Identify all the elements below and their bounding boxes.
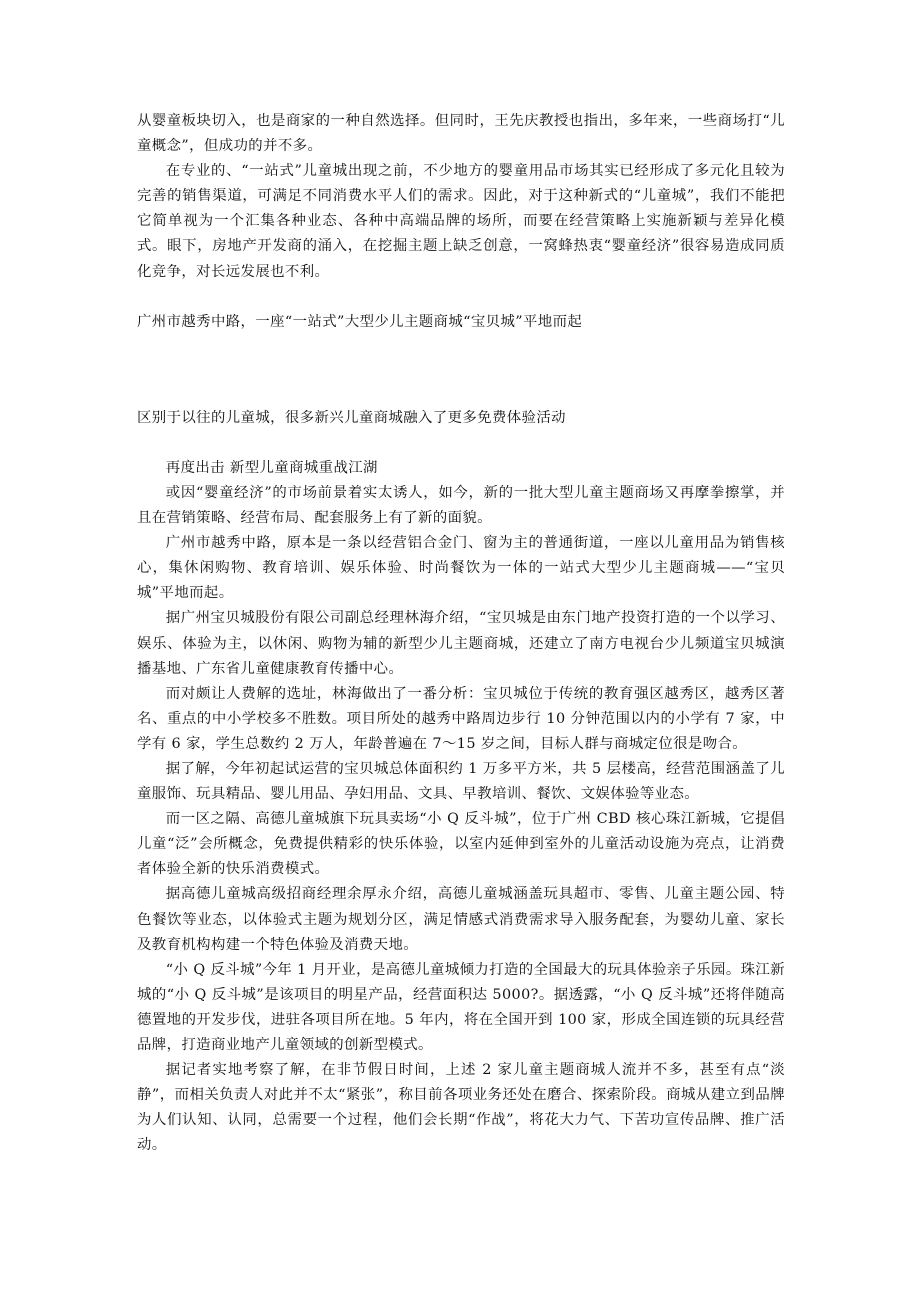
paragraph: 而一区之隔、高德儿童城旗下玩具卖场“小 Q 反斗城”，位于广州 CBD 核心珠江新城，它提倡儿童“泛”会所概念，免费提供精彩的快乐体验，以室内延伸到室外的儿童活动设施为亮点，让消费者体验全新的快乐消费模式。 (137, 811, 785, 878)
paragraph: 或因“婴童经济”的市场前景着实太诱人，如今，新的一批大型儿童主题商场又再摩拳擦掌，并且在营销策略、经营布局、配套服务上有了新的面貌。 (137, 484, 785, 527)
image-caption: 区别于以往的儿童城，很多新兴儿童商城融入了更多免费体验活动 (137, 409, 566, 426)
image-caption: 广州市越秀中路，一座“一站式”大型少儿主题商城“宝贝城”平地而起 (137, 313, 583, 330)
paragraph: 在专业的、“一站式”儿童城出现之前，不少地方的婴童用品市场其实已经形成了多元化且较为完善的销售渠道，可满足不同消费水平人们的需求。因此，对于这种新式的“儿童城”，我们不能把它简单视为一个汇集各种业态、各种中高端品牌的场所，而要在经营策略上实施新颖与差异化模式。眼下，房地产开发商的涌入，在挖掘主题上缺乏创意，一窝蜂热衷“婴童经济”很容易造成同质化竞争，对长远发展也不利。 (137, 163, 785, 280)
paragraph: 据广州宝贝城股份有限公司副总经理林海介绍，“宝贝城是由东门地产投资打造的一个以学习、娱乐、体验为主，以休闲、购物为辅的新型少儿主题商城，还建立了南方电视台少儿频道宝贝城演播基地、广东省儿童健康教育传播中心。 (137, 610, 785, 677)
paragraph: 广州市越秀中路，原本是一条以经营铝合金门、窗为主的普通街道，一座以儿童用品为销售核心，集休闲购物、教育培训、娱乐体验、时尚餐饮为一体的一站式大型少儿主题商城——“宝贝城”平地而起。 (137, 535, 785, 602)
paragraph: 从婴童板块切入，也是商家的一种自然选择。但同时，王先庆教授也指出，多年来，一些商场打“儿童概念”，但成功的并不多。 (137, 113, 785, 155)
section-heading: 再度出击 新型儿童商城重战江湖 (165, 459, 378, 476)
paragraph: 而对颇让人费解的选址，林海做出了一番分析：宝贝城位于传统的教育强区越秀区，越秀区著名、重点的中小学校多不胜数。项目所处的越秀中路周边步行 10 分钟范围以内的小学有 7 家，中学有 6 家，学生总数约 2 万人，年龄普遍在 7～15 岁之间，目标人群与商城定位很是吻合。 (137, 685, 785, 752)
paragraph: 据高德儿童城高级招商经理余厚永介绍，高德儿童城涵盖玩具超市、零售、儿童主题公园、特色餐饮等业态，以体验式主题为规划分区，满足情感式消费需求导入服务配套，为婴幼儿童、家长及教育机构构建一个特色体验及消费天地。 (137, 886, 785, 953)
paragraph: 据记者实地考察了解，在非节假日时间，上述 2 家儿童主题商城人流并不多，甚至有点“淡静”，而相关负责人对此并不太“紧张”，称目前各项业务还处在磨合、探索阶段。商城从建立到品牌为人们认知、认同，总需要一个过程，他们会长期“作战”，将花大力气、下苦功宣传品牌、推广活动。 (137, 1062, 785, 1154)
article-body (137, 109, 785, 1158)
paragraph: 据了解，今年初起试运营的宝贝城总体面积约 1 万多平方米，共 5 层楼高，经营范围涵盖了儿童服饰、玩具精品、婴儿用品、孕妇用品、文具、早教培训、餐饮、文娱体验等业态。 (137, 760, 785, 803)
paragraph: “小 Q 反斗城”今年 1 月开业，是高德儿童城倾力打造的全国最大的玩具体验亲子乐园。珠江新城的“小 Q 反斗城”是该项目的明星产品，经营面积达 5000?。据透露，“小 Q 反斗城”还将伴随高德置地的开发步伐，进驻各项目所在地。5 年内，将在全国开到 100 家，形成全国连锁的玩具经营品牌，打造商业地产儿童领域的创新型模式。 (137, 961, 786, 1053)
